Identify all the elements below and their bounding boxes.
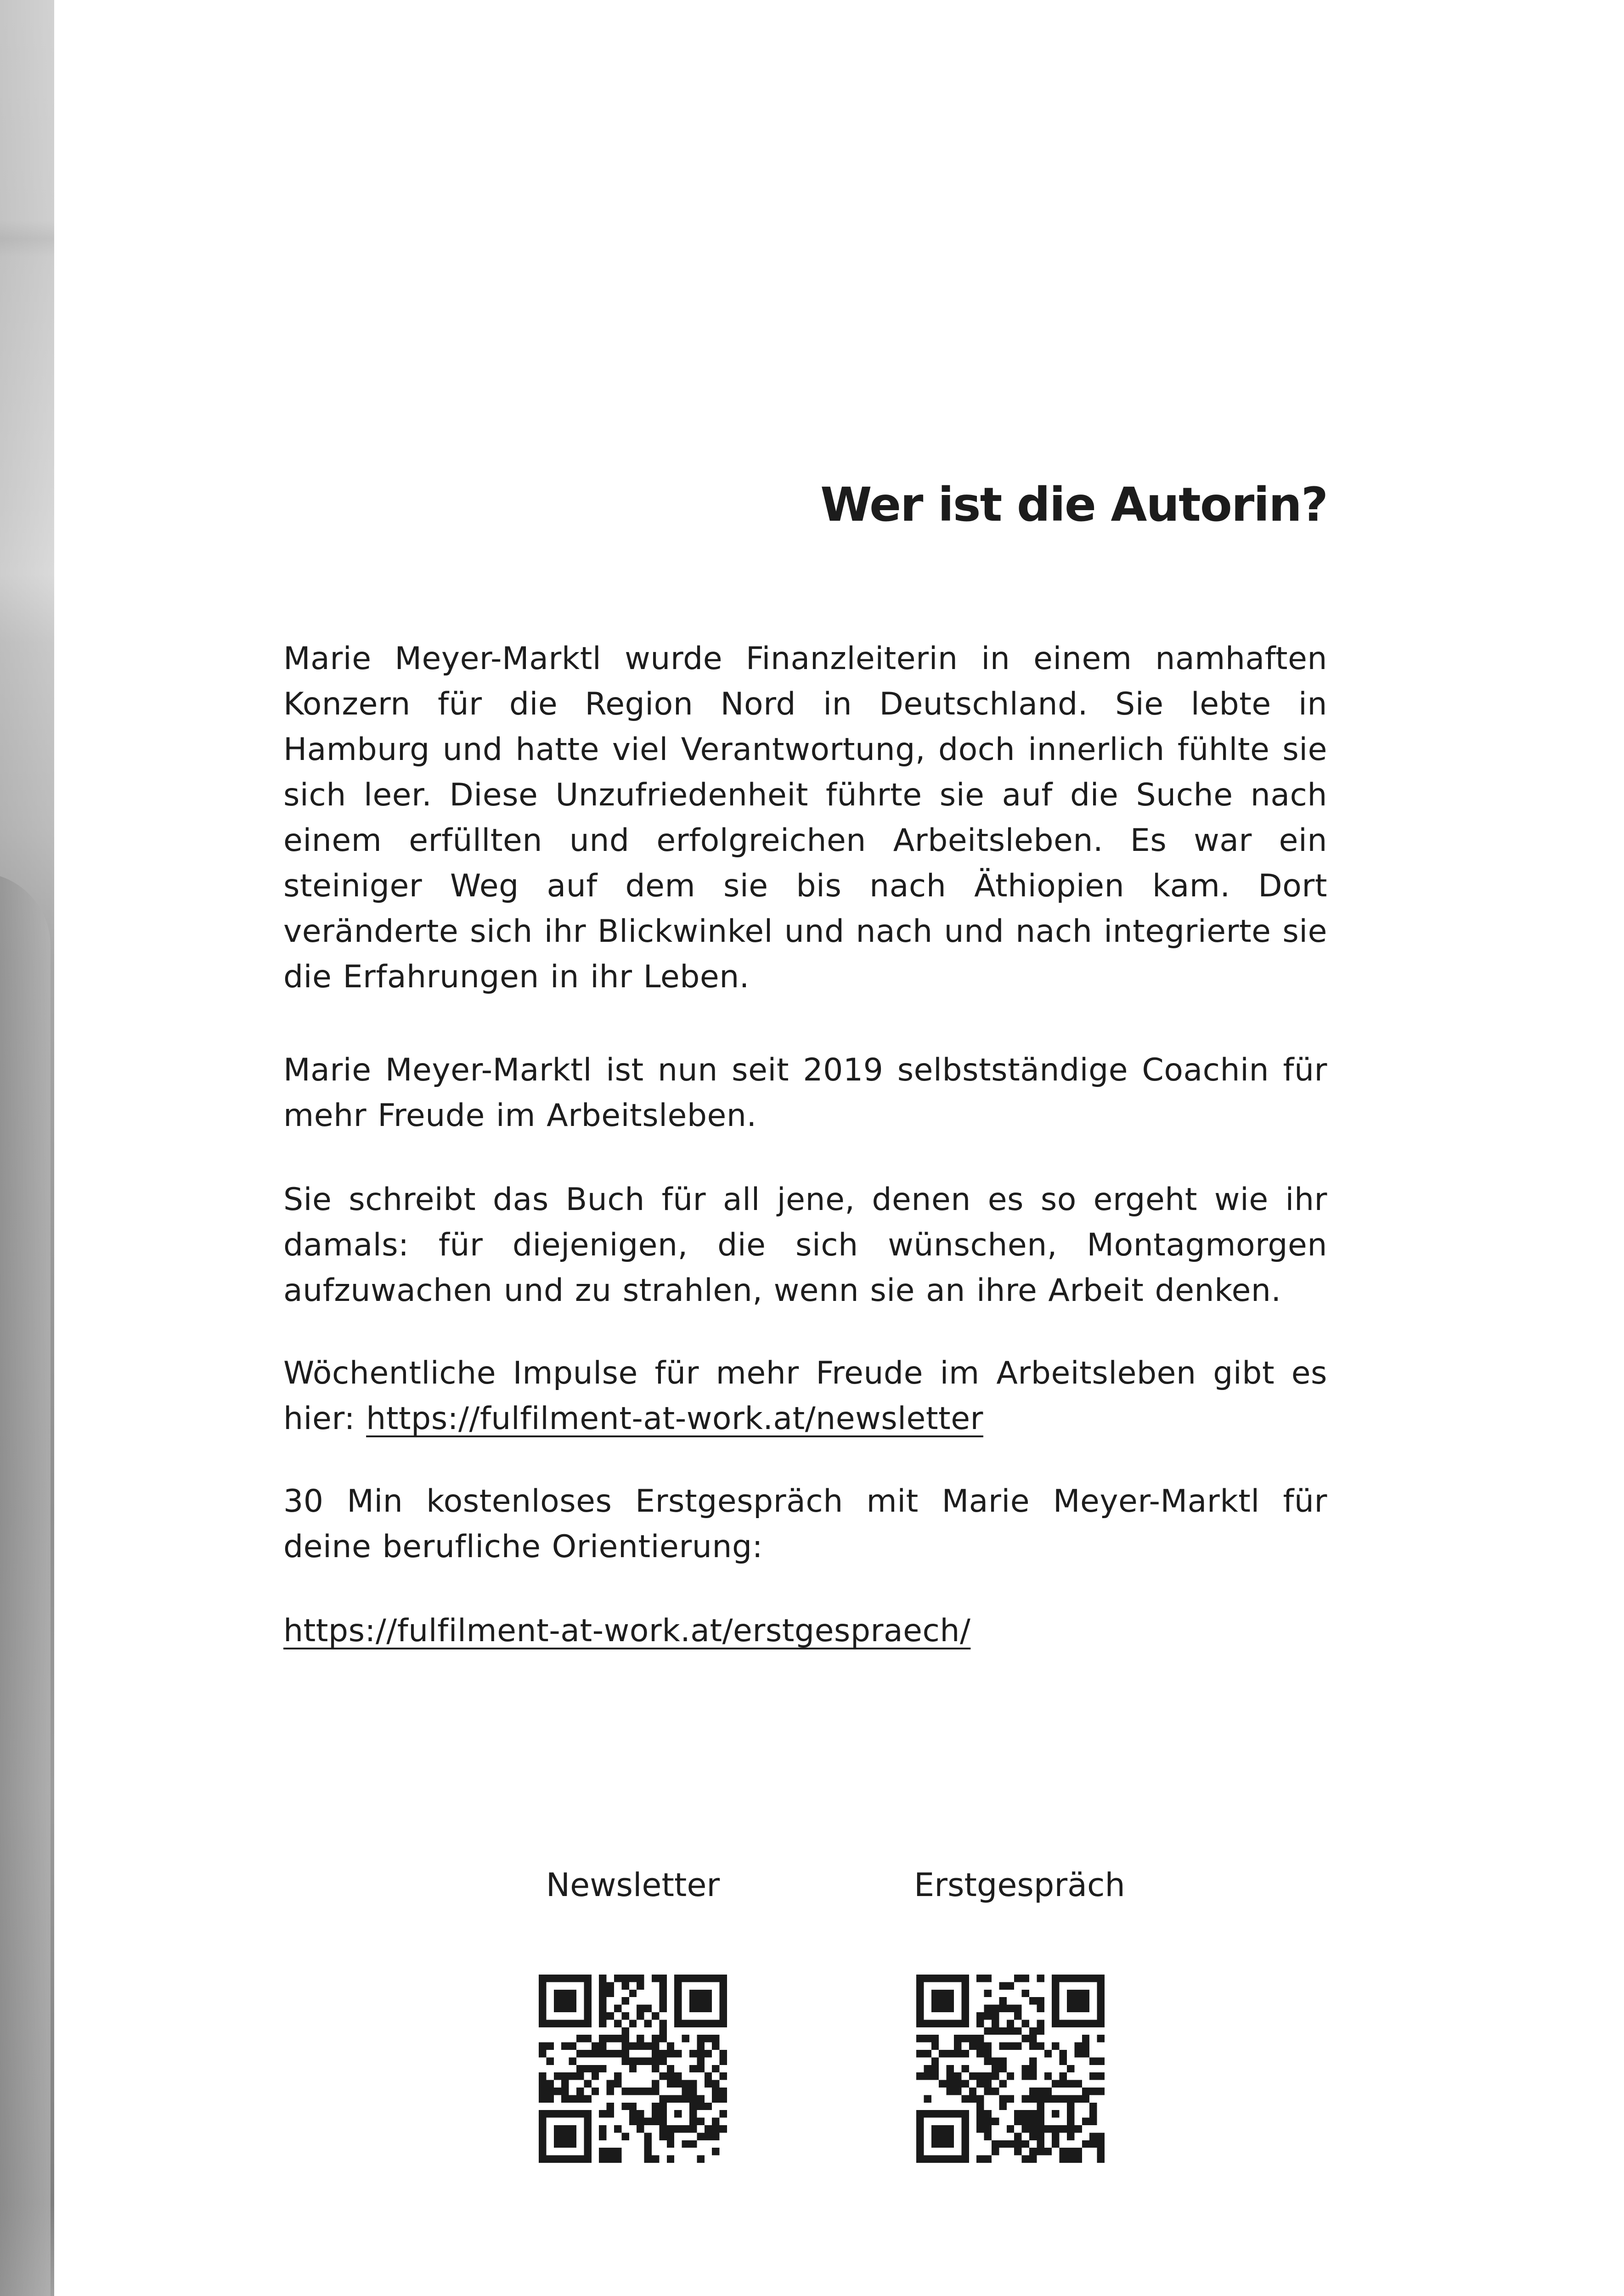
qr-code-icon[interactable] xyxy=(539,1975,727,2163)
newsletter-qr-block xyxy=(536,1862,729,2163)
newsletter-paragraph xyxy=(283,1351,1327,1441)
author-photo xyxy=(0,0,54,2296)
coaching-paragraph: Marie Meyer-Marktl ist nun seit 2019 selbstständige Coachin für mehr Freude im Arbeitsleben. xyxy=(283,1052,1327,1134)
consultation-link-paragraph xyxy=(283,1608,1327,1654)
book-purpose-paragraph: Sie schreibt das Buch für all jene, denen es so ergeht wie ihr damals: für diejenigen, die sich wünschen, Montagmorgen aufzuwachen und zu strahlen, wenn sie an ihre Arbeit denken. xyxy=(283,1182,1327,1309)
newsletter-link[interactable]: https://fulfilment-at-work.at/newsletter xyxy=(366,1401,983,1437)
qr-code-icon[interactable] xyxy=(916,1975,1105,2163)
newsletter-text: Wöchentliche Impulse für mehr Freude im Arbeitsleben gibt es hier: xyxy=(283,1355,1327,1437)
erstgespraech-qr-label: Erstgespräch xyxy=(914,1866,1125,1904)
page-title: Wer ist die Autorin? xyxy=(820,478,1327,532)
consultation-paragraph: 30 Min kostenloses Erstgespräch mit Marie Meyer-Marktl für deine berufliche Orientierung: xyxy=(283,1483,1327,1565)
erstgespraech-qr-block xyxy=(914,1862,1125,2163)
photo-shade xyxy=(0,0,54,2296)
bio-paragraph: Marie Meyer-Marktl wurde Finanzleiterin in einem namhaften Konzern für die Region Nord in Deutschland. Sie lebte in Hamburg und hatte viel Verantwortung, doch innerlich fühlte sie sich leer. Diese Unzufriedenheit führte sie auf die Suche nach einem erfüllten und erfolgreichen Arbeitsleben. Es war ein steiniger Weg auf dem sie bis nach Äthiopien kam. Dort veränderte sich ihr Blickwinkel und nach und nach integrierte sie die Erfahrungen in ihr Leben. xyxy=(283,641,1327,995)
consultation-link[interactable]: https://fulfilment-at-work.at/erstgespraech/ xyxy=(283,1613,971,1649)
newsletter-qr-label: Newsletter xyxy=(546,1866,720,1904)
